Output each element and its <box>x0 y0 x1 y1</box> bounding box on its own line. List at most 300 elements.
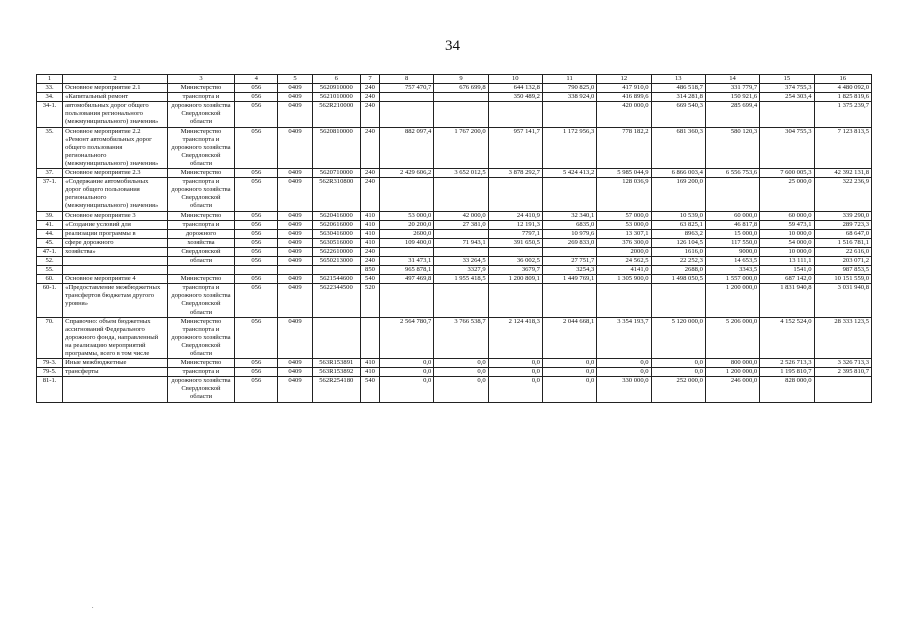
cell-c5: 0409 <box>278 127 312 168</box>
cell-c4: 056 <box>235 229 278 238</box>
cell-v9: 0,0 <box>434 368 488 377</box>
cell-c6: 5630416000 <box>312 229 360 238</box>
cell-v9: 3327,9 <box>434 266 488 275</box>
cell-c4: 056 <box>235 368 278 377</box>
cell-v16: 203 071,2 <box>814 256 871 265</box>
cell-v12: 376 300,0 <box>597 238 651 247</box>
cell-desc: «Капитальный ремонт <box>63 93 168 102</box>
cell-c4: 056 <box>235 275 278 284</box>
cell-desc <box>63 377 168 402</box>
cell-v10: 3679,7 <box>488 266 542 275</box>
cell-no: 79-5. <box>37 368 63 377</box>
cell-v13: 0,0 <box>651 368 705 377</box>
cell-owner: транспорта и <box>167 93 234 102</box>
cell-c5: 0409 <box>278 359 312 368</box>
cell-c5: 0409 <box>278 84 312 93</box>
cell-c6: 5630516000 <box>312 238 360 247</box>
cell-v8: 2 429 606,2 <box>380 169 434 178</box>
cell-owner: области <box>167 256 234 265</box>
table-row <box>37 247 872 256</box>
cell-v13: 681 360,3 <box>651 127 705 168</box>
header-cell: 5 <box>278 75 312 84</box>
cell-v13 <box>651 284 705 317</box>
cell-desc: Основное мероприятие 4 <box>63 275 168 284</box>
cell-owner: дорожного хозяйства Свердловской области <box>167 377 234 402</box>
cell-desc <box>63 266 168 275</box>
cell-v16: 2 395 810,7 <box>814 368 871 377</box>
cell-owner: транспорта и дорожного хозяйства Свердловской области <box>167 178 234 211</box>
cell-c4: 056 <box>235 211 278 220</box>
cell-c6: 5622344500 <box>312 284 360 317</box>
cell-c5: 0409 <box>278 211 312 220</box>
cell-c7: 410 <box>360 368 379 377</box>
header-cell: 11 <box>542 75 596 84</box>
table-row <box>37 317 872 358</box>
cell-v13: 252 000,0 <box>651 377 705 402</box>
cell-v12: 0,0 <box>597 359 651 368</box>
cell-c5: 0409 <box>278 275 312 284</box>
cell-v8 <box>380 284 434 317</box>
cell-owner: транспорта и <box>167 220 234 229</box>
cell-owner: транспорта и <box>167 368 234 377</box>
cell-v12: 416 899,6 <box>597 93 651 102</box>
cell-c4: 056 <box>235 93 278 102</box>
cell-v13: 126 104,5 <box>651 238 705 247</box>
cell-v9: 3 766 538,7 <box>434 317 488 358</box>
cell-c7: 520 <box>360 284 379 317</box>
cell-desc: Основное мероприятие 3 <box>63 211 168 220</box>
cell-v10 <box>488 102 542 127</box>
cell-c7: 410 <box>360 220 379 229</box>
cell-c6: 562R254180 <box>312 377 360 402</box>
cell-v13: 1 498 050,5 <box>651 275 705 284</box>
cell-v12: 2000,0 <box>597 247 651 256</box>
cell-no: 60-1. <box>37 284 63 317</box>
table-row <box>37 377 872 402</box>
cell-v16: 1 375 239,7 <box>814 102 871 127</box>
cell-v12: 420 000,0 <box>597 102 651 127</box>
cell-owner: хозяйства <box>167 238 234 247</box>
cell-desc: «Содержание автомобильных дорог общего пользования регионального (межмуниципального) значения» <box>63 178 168 211</box>
cell-no: 79-3. <box>37 359 63 368</box>
header-cell: 2 <box>63 75 168 84</box>
cell-c6: 562R210000 <box>312 102 360 127</box>
cell-v9: 1 955 418,5 <box>434 275 488 284</box>
cell-v8: 109 400,0 <box>380 238 434 247</box>
cell-v14: 117 550,0 <box>705 238 759 247</box>
cell-v13: 63 825,1 <box>651 220 705 229</box>
cell-v8: 2600,0 <box>380 229 434 238</box>
cell-v16: 4 480 092,0 <box>814 84 871 93</box>
cell-v13: 22 252,3 <box>651 256 705 265</box>
cell-v13: 6 866 003,4 <box>651 169 705 178</box>
cell-v10: 36 002,5 <box>488 256 542 265</box>
cell-v9: 1 767 200,0 <box>434 127 488 168</box>
cell-no: 52. <box>37 256 63 265</box>
cell-owner: Министерство <box>167 211 234 220</box>
cell-v9: 676 699,8 <box>434 84 488 93</box>
cell-v12: 1 305 900,0 <box>597 275 651 284</box>
cell-v15: 304 755,3 <box>760 127 814 168</box>
cell-v9: 0,0 <box>434 377 488 402</box>
cell-v11: 269 833,0 <box>542 238 596 247</box>
cell-c5: 0409 <box>278 247 312 256</box>
cell-c5: 0409 <box>278 229 312 238</box>
cell-desc: Иные межбюджетные <box>63 359 168 368</box>
cell-v14: 46 817,8 <box>705 220 759 229</box>
cell-v8: 31 473,1 <box>380 256 434 265</box>
cell-owner: Министерство транспорта и дорожного хозяйства Свердловской области <box>167 127 234 168</box>
cell-no: 34. <box>37 93 63 102</box>
cell-desc: хозяйства» <box>63 247 168 256</box>
cell-v11: 0,0 <box>542 368 596 377</box>
cell-v13: 8963,2 <box>651 229 705 238</box>
cell-c7: 240 <box>360 178 379 211</box>
cell-v14: 331 779,7 <box>705 84 759 93</box>
cell-no: 55. <box>37 266 63 275</box>
cell-desc: реализации программы в <box>63 229 168 238</box>
cell-no: 47-1. <box>37 247 63 256</box>
header-cell: 1 <box>37 75 63 84</box>
cell-v10: 3 878 292,7 <box>488 169 542 178</box>
cell-v15: 60 000,0 <box>760 211 814 220</box>
cell-c4: 056 <box>235 317 278 358</box>
cell-c4: 056 <box>235 377 278 402</box>
cell-v12: 53 000,0 <box>597 220 651 229</box>
cell-v15: 374 755,3 <box>760 84 814 93</box>
cell-owner: транспорта и дорожного хозяйства Свердловской области <box>167 284 234 317</box>
cell-c7: 540 <box>360 275 379 284</box>
cell-no: 41. <box>37 220 63 229</box>
cell-owner: Министерство <box>167 359 234 368</box>
cell-v14: 1 200 000,0 <box>705 368 759 377</box>
table-row <box>37 178 872 211</box>
cell-v11: 790 825,0 <box>542 84 596 93</box>
cell-c4: 056 <box>235 238 278 247</box>
cell-v13: 0,0 <box>651 359 705 368</box>
cell-desc: сфере дорожного <box>63 238 168 247</box>
cell-c7: 240 <box>360 93 379 102</box>
cell-v10: 24 410,9 <box>488 211 542 220</box>
table-row <box>37 169 872 178</box>
cell-v13: 669 540,3 <box>651 102 705 127</box>
cell-v9 <box>434 247 488 256</box>
cell-c4: 056 <box>235 169 278 178</box>
table-row <box>37 84 872 93</box>
cell-c6: 5621544600 <box>312 275 360 284</box>
cell-v16: 42 392 131,8 <box>814 169 871 178</box>
header-cell: 3 <box>167 75 234 84</box>
cell-v8: 757 470,7 <box>380 84 434 93</box>
cell-c5: 0409 <box>278 256 312 265</box>
cell-v11: 6835,0 <box>542 220 596 229</box>
cell-no: 81-1. <box>37 377 63 402</box>
cell-v15: 13 111,1 <box>760 256 814 265</box>
cell-c4: 056 <box>235 220 278 229</box>
cell-v8 <box>380 93 434 102</box>
cell-v15: 7 600 005,3 <box>760 169 814 178</box>
cell-desc: «Предоставление межбюджетных трансфертов бюджетам другого уровня» <box>63 284 168 317</box>
cell-v8: 497 469,8 <box>380 275 434 284</box>
cell-v11 <box>542 284 596 317</box>
cell-v14: 580 120,3 <box>705 127 759 168</box>
cell-v8: 2 564 780,7 <box>380 317 434 358</box>
cell-v13: 486 518,7 <box>651 84 705 93</box>
cell-no: 34-1. <box>37 102 63 127</box>
cell-c7: 410 <box>360 211 379 220</box>
cell-c5: 0409 <box>278 368 312 377</box>
cell-v15: 254 303,4 <box>760 93 814 102</box>
table-row <box>37 266 872 275</box>
cell-v11: 338 924,0 <box>542 93 596 102</box>
cell-v11 <box>542 178 596 211</box>
cell-v15: 1 195 810,7 <box>760 368 814 377</box>
cell-owner: Министерство <box>167 84 234 93</box>
cell-v15 <box>760 102 814 127</box>
cell-c4: 056 <box>235 359 278 368</box>
cell-v12: 778 182,2 <box>597 127 651 168</box>
cell-c6: 5622610000 <box>312 247 360 256</box>
header-cell: 14 <box>705 75 759 84</box>
cell-v11: 27 751,7 <box>542 256 596 265</box>
cell-c5: 0409 <box>278 317 312 358</box>
cell-v10: 1 200 809,1 <box>488 275 542 284</box>
cell-c4: 056 <box>235 102 278 127</box>
cell-c6: 5620616000 <box>312 220 360 229</box>
cell-v10: 7797,1 <box>488 229 542 238</box>
cell-c6: 563R153891 <box>312 359 360 368</box>
table-header-row <box>37 75 872 84</box>
cell-v13: 10 539,0 <box>651 211 705 220</box>
cell-v11: 5 424 413,2 <box>542 169 596 178</box>
cell-c7: 240 <box>360 102 379 127</box>
cell-c7: 540 <box>360 377 379 402</box>
cell-owner: Свердловской <box>167 247 234 256</box>
cell-c7: 410 <box>360 238 379 247</box>
cell-v8: 53 000,0 <box>380 211 434 220</box>
cell-v11: 3254,3 <box>542 266 596 275</box>
cell-c5: 0409 <box>278 238 312 247</box>
cell-c4: 056 <box>235 284 278 317</box>
cell-v11 <box>542 247 596 256</box>
cell-c7 <box>360 317 379 358</box>
table-row <box>37 238 872 247</box>
cell-v11: 2 044 668,1 <box>542 317 596 358</box>
cell-v9 <box>434 284 488 317</box>
cell-v9: 27 381,0 <box>434 220 488 229</box>
cell-v16: 289 723,3 <box>814 220 871 229</box>
cell-v12: 128 036,9 <box>597 178 651 211</box>
cell-c7: 850 <box>360 266 379 275</box>
table-row <box>37 102 872 127</box>
cell-v10: 644 132,8 <box>488 84 542 93</box>
cell-v13: 2688,0 <box>651 266 705 275</box>
cell-owner: Министерство <box>167 275 234 284</box>
cell-v14: 246 000,0 <box>705 377 759 402</box>
cell-v13: 5 120 000,0 <box>651 317 705 358</box>
table-row <box>37 127 872 168</box>
cell-v15: 10 000,0 <box>760 229 814 238</box>
cell-v9: 0,0 <box>434 359 488 368</box>
cell-v10: 391 650,5 <box>488 238 542 247</box>
cell-v9 <box>434 93 488 102</box>
cell-c7: 240 <box>360 256 379 265</box>
cell-v10: 0,0 <box>488 359 542 368</box>
cell-v15: 2 526 713,3 <box>760 359 814 368</box>
cell-no: 33. <box>37 84 63 93</box>
cell-v8 <box>380 102 434 127</box>
cell-v14: 3343,5 <box>705 266 759 275</box>
cell-v15: 10 000,0 <box>760 247 814 256</box>
cell-v11: 0,0 <box>542 359 596 368</box>
cell-no: 45. <box>37 238 63 247</box>
cell-v14: 1 557 000,0 <box>705 275 759 284</box>
cell-v9 <box>434 229 488 238</box>
cell-c7: 240 <box>360 169 379 178</box>
cell-v10 <box>488 247 542 256</box>
cell-c6: 5650213000 <box>312 256 360 265</box>
cell-c7: 240 <box>360 247 379 256</box>
cell-v11: 32 340,1 <box>542 211 596 220</box>
header-cell: 9 <box>434 75 488 84</box>
cell-v10: 2 124 418,3 <box>488 317 542 358</box>
cell-desc: Справочно: объем бюджетных ассигнований Федерального дорожного фонда, направленный на реализацию мероприятий программы, всего в том числе <box>63 317 168 358</box>
cell-v16: 28 333 123,5 <box>814 317 871 358</box>
cell-no: 37-1. <box>37 178 63 211</box>
cell-v16 <box>814 377 871 402</box>
header-cell: 6 <box>312 75 360 84</box>
cell-v8: 965 878,1 <box>380 266 434 275</box>
cell-c4 <box>235 266 278 275</box>
header-cell: 8 <box>380 75 434 84</box>
cell-v12: 13 307,1 <box>597 229 651 238</box>
table-row <box>37 93 872 102</box>
cell-v8: 0,0 <box>380 377 434 402</box>
cell-v8 <box>380 247 434 256</box>
cell-v10: 0,0 <box>488 377 542 402</box>
header-cell: 13 <box>651 75 705 84</box>
cell-no: 35. <box>37 127 63 168</box>
cell-v13: 169 200,0 <box>651 178 705 211</box>
table-row <box>37 368 872 377</box>
cell-desc: трансферты <box>63 368 168 377</box>
cell-v10 <box>488 178 542 211</box>
cell-v14 <box>705 178 759 211</box>
cell-v16: 1 516 781,1 <box>814 238 871 247</box>
cell-v13: 314 281,8 <box>651 93 705 102</box>
cell-owner: дорожного <box>167 229 234 238</box>
cell-v12: 24 562,5 <box>597 256 651 265</box>
cell-c5: 0409 <box>278 284 312 317</box>
cell-no: 60. <box>37 275 63 284</box>
cell-c4: 056 <box>235 127 278 168</box>
cell-v12: 0,0 <box>597 368 651 377</box>
cell-no: 70. <box>37 317 63 358</box>
cell-v10: 350 489,2 <box>488 93 542 102</box>
cell-v14: 60 000,0 <box>705 211 759 220</box>
cell-owner: Министерство <box>167 169 234 178</box>
cell-v14: 1 200 000,0 <box>705 284 759 317</box>
cell-c6: 5621010000 <box>312 93 360 102</box>
table-row <box>37 275 872 284</box>
cell-c6: 5620710000 <box>312 169 360 178</box>
cell-v16: 1 825 819,6 <box>814 93 871 102</box>
header-cell: 12 <box>597 75 651 84</box>
cell-v15: 59 473,1 <box>760 220 814 229</box>
cell-no: 44. <box>37 229 63 238</box>
cell-v9: 3 652 012,5 <box>434 169 488 178</box>
cell-v16: 3 031 940,8 <box>814 284 871 317</box>
cell-v10: 957 141,7 <box>488 127 542 168</box>
table-row <box>37 220 872 229</box>
cell-v12: 57 000,0 <box>597 211 651 220</box>
table-row <box>37 211 872 220</box>
header-cell: 4 <box>235 75 278 84</box>
cell-c7: 240 <box>360 127 379 168</box>
cell-c4: 056 <box>235 84 278 93</box>
cell-v9: 42 000,0 <box>434 211 488 220</box>
cell-c5: 0409 <box>278 178 312 211</box>
cell-c6: 5620910000 <box>312 84 360 93</box>
cell-v9: 71 943,1 <box>434 238 488 247</box>
cell-v11: 0,0 <box>542 377 596 402</box>
cell-c4: 056 <box>235 178 278 211</box>
cell-v8: 0,0 <box>380 359 434 368</box>
cell-v15: 687 142,0 <box>760 275 814 284</box>
cell-v15: 4 152 524,0 <box>760 317 814 358</box>
cell-v10: 0,0 <box>488 368 542 377</box>
cell-v11: 10 979,6 <box>542 229 596 238</box>
cell-c6: 563R153892 <box>312 368 360 377</box>
cell-c6: 5620416000 <box>312 211 360 220</box>
cell-v11: 1 449 769,1 <box>542 275 596 284</box>
cell-c5: 0409 <box>278 220 312 229</box>
cell-v12: 5 985 044,9 <box>597 169 651 178</box>
cell-c7: 410 <box>360 229 379 238</box>
cell-v15: 25 000,0 <box>760 178 814 211</box>
cell-v14: 5 206 000,0 <box>705 317 759 358</box>
cell-v8: 20 200,0 <box>380 220 434 229</box>
header-cell: 15 <box>760 75 814 84</box>
budget-table-body <box>37 75 872 403</box>
cell-v9: 33 264,5 <box>434 256 488 265</box>
cell-desc: «Создание условий для <box>63 220 168 229</box>
budget-table <box>36 74 872 403</box>
cell-v14: 9000,0 <box>705 247 759 256</box>
header-cell: 7 <box>360 75 379 84</box>
cell-v8 <box>380 178 434 211</box>
cell-desc: Основное мероприятие 2.1 <box>63 84 168 93</box>
cell-c5: 0409 <box>278 102 312 127</box>
cell-v11: 1 172 956,3 <box>542 127 596 168</box>
cell-v16: 68 647,0 <box>814 229 871 238</box>
stray-mark: . <box>92 604 94 610</box>
cell-v12: 4141,0 <box>597 266 651 275</box>
cell-v12: 3 354 193,7 <box>597 317 651 358</box>
cell-owner: дорожного хозяйства Свердловской области <box>167 102 234 127</box>
cell-v8: 882 097,4 <box>380 127 434 168</box>
cell-desc: Основное мероприятие 2.2 «Ремонт автомобильных дорог общего пользования регионального (межмуниципального) значения» <box>63 127 168 168</box>
cell-v16: 322 236,9 <box>814 178 871 211</box>
cell-v15: 1541,0 <box>760 266 814 275</box>
cell-v11 <box>542 102 596 127</box>
cell-desc: Основное мероприятие 2.3 <box>63 169 168 178</box>
cell-v16: 7 123 813,5 <box>814 127 871 168</box>
table-row <box>37 229 872 238</box>
cell-c6: 5620810000 <box>312 127 360 168</box>
cell-c5 <box>278 266 312 275</box>
cell-v9 <box>434 178 488 211</box>
